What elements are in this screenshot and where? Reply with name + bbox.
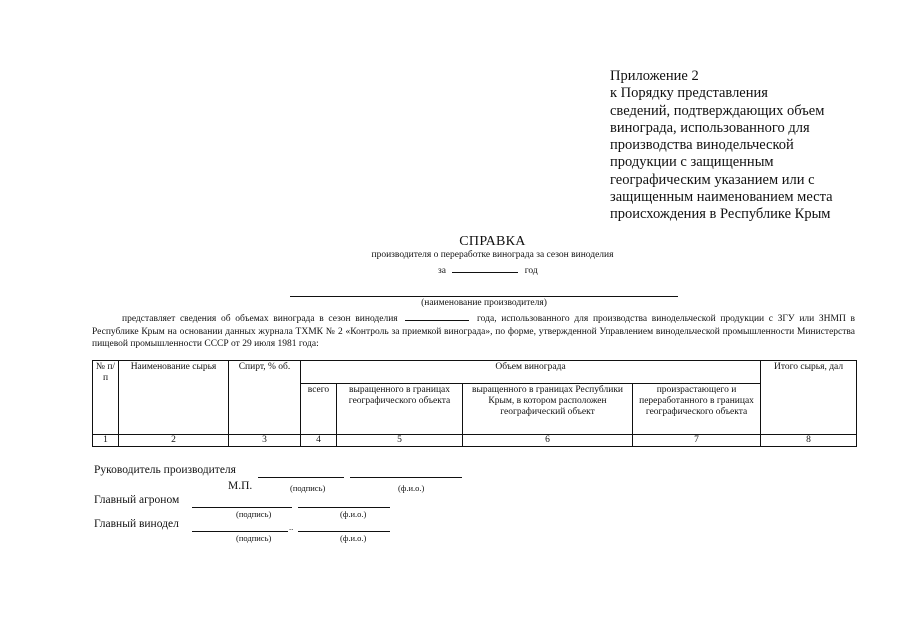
appendix-line: винограда, использованного для (610, 119, 810, 136)
head-signature-line (258, 477, 344, 478)
document-title: СПРАВКА (459, 234, 526, 249)
column-number-cell: 7 (633, 435, 761, 447)
paragraph-part2: года, использованного для производства винодельческой продукции с ЗГУ или ЗНМП в Республике Крым на основании данных журнала ТХМК № 2 «Контроль за приемкой винограда», по форме, утвержденной Управлением винодельческой промышленности Министерства пищевой промышленности СССР от 29 июля 1981 года: (92, 314, 855, 350)
agronomist-name-caption: (ф.и.о.) (340, 509, 367, 519)
header-total: Итого сырья, дал (761, 361, 857, 435)
winemaker-signature-line (192, 531, 288, 532)
appendix-line: к Порядку представления (610, 85, 768, 102)
appendix-line: сведений, подтверждающих объем (610, 102, 825, 119)
head-name-line (350, 477, 462, 478)
head-of-producer-label: Руководитель производителя (94, 464, 236, 476)
winemaker-dot-mark: .. (289, 522, 294, 532)
appendix-note (610, 68, 900, 224)
appendix-line: географическим указанием или с (610, 171, 815, 188)
header-grape-volume: Объем винограда (301, 361, 761, 384)
winemaker-name-line (298, 531, 390, 532)
period-line (438, 263, 538, 276)
appendix-line: продукции с защищенным (610, 154, 774, 171)
header-number: № п/п (93, 361, 119, 435)
period-prefix: за (438, 266, 446, 276)
column-number-cell: 5 (337, 435, 463, 447)
paragraph-part1: представляет сведения об объемах винограда в сезон виноделия (122, 314, 398, 324)
season-blank (405, 311, 469, 321)
period-suffix: год (524, 266, 538, 276)
column-number-cell: 6 (463, 435, 633, 447)
producer-name-line (290, 296, 678, 297)
appendix-line: происхождения в Республике Крым (610, 206, 831, 223)
appendix-line: защищенным наименованием места (610, 189, 833, 206)
grape-volume-table (92, 360, 857, 447)
head-signature-caption: (подпись) (290, 483, 326, 493)
agronomist-signature-line (192, 507, 292, 508)
appendix-line: Приложение 2 (610, 68, 699, 84)
chief-winemaker-label: Главный винодел (94, 518, 179, 530)
chief-agronomist-label: Главный агроном (94, 494, 180, 506)
seal-label: М.П. (228, 480, 253, 492)
producer-caption: (наименование производителя) (421, 298, 547, 308)
header-raw-material: Наименование сырья (119, 361, 229, 435)
document-subtitle: производителя о переработке винограда за сезон виноделия (371, 250, 614, 260)
head-name-caption: (ф.и.о.) (398, 483, 425, 493)
column-number-cell: 2 (119, 435, 229, 447)
subheader-processed: произрастающего и переработанного в границах географического объекта (633, 384, 761, 435)
subheader-geo: выращенного в границах географического объекта (337, 384, 463, 435)
subheader-crimea: выращенного в границах Республики Крым, в котором расположен географический объект (463, 384, 633, 435)
column-number-cell: 8 (761, 435, 857, 447)
column-number-cell: 3 (229, 435, 301, 447)
header-spirit: Спирт, % об. (229, 361, 301, 435)
winemaker-signature-caption: (подпись) (236, 533, 272, 543)
subheader-all: всего (301, 384, 337, 435)
winemaker-name-caption: (ф.и.о.) (340, 533, 367, 543)
agronomist-name-line (298, 507, 390, 508)
statement-paragraph (92, 311, 855, 351)
agronomist-signature-caption: (подпись) (236, 509, 272, 519)
column-number-cell: 1 (93, 435, 119, 447)
period-blank (452, 263, 518, 273)
column-number-cell: 4 (301, 435, 337, 447)
appendix-line: производства винодельческой (610, 137, 794, 154)
